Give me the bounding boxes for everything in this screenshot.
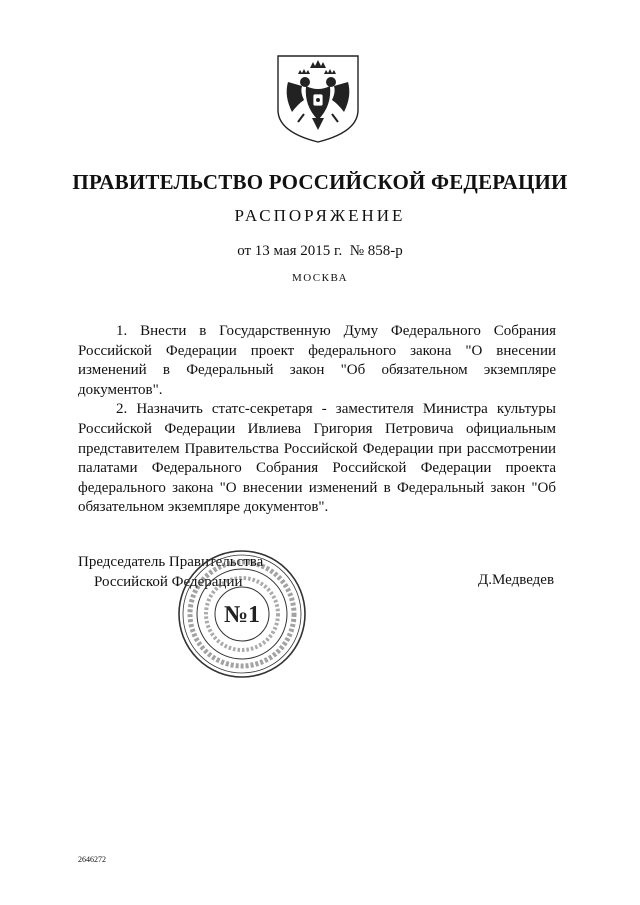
document-code: 2646272 xyxy=(78,855,106,864)
paragraph-2: 2. Назначить статс-секретаря - заместителя Министра культуры Российской Федерации Ивлиева Григория Петровича официальным представителем Правительства Российской Федерации при рассмотрении палатами Федерального Собрания Российской Федерации проекта федерального закона "О внесении изменений в Федеральный закон "Об обязательном экземпляре документов". xyxy=(78,401,556,516)
signatory-name: Д.Медведев xyxy=(478,572,555,588)
stamp-number: №1 xyxy=(223,602,261,628)
signatory-position-line-2: Российской Федерации xyxy=(94,573,243,590)
city: МОСКВА xyxy=(291,272,349,284)
signatory-position-line-1: Председатель Правительства xyxy=(78,554,264,570)
round-seal-icon xyxy=(176,548,308,680)
coat-of-arms-icon xyxy=(274,52,362,144)
paragraph-1: 1. Внести в Государственную Думу Федерального Собрания Российской Федерации проект федерального закона "О внесении изменений в Федеральный закон "Об обязательном экземпляре документов". xyxy=(78,323,556,398)
document-body xyxy=(78,322,556,518)
government-title: ПРАВИТЕЛЬСТВО РОССИЙСКОЙ ФЕДЕРАЦИИ xyxy=(72,170,568,194)
document-type: РАСПОРЯЖЕНИЕ xyxy=(234,206,406,225)
document-date-number: от 13 мая 2015 г. № 858-р xyxy=(237,243,403,259)
